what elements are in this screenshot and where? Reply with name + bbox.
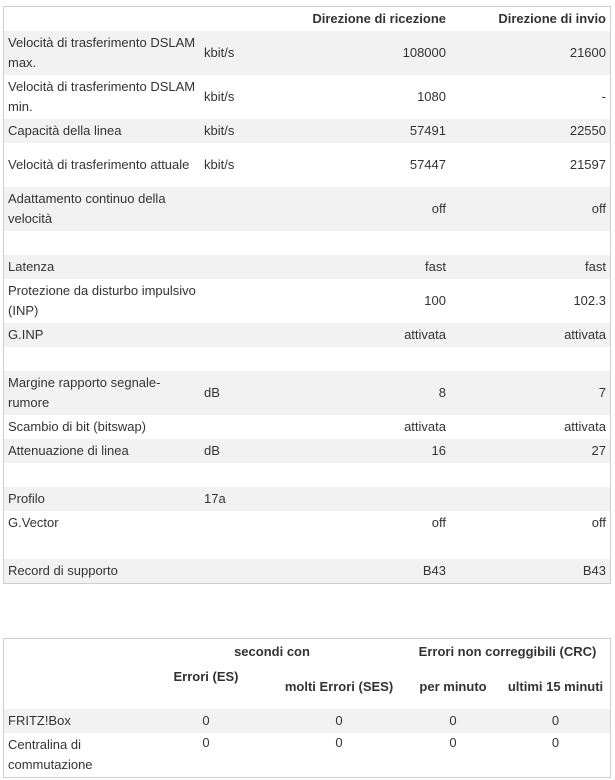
row-last15: 0 <box>551 713 560 728</box>
row-rx: B43 <box>422 563 446 578</box>
error-table <box>4 639 610 777</box>
row-unit: dB <box>204 443 220 458</box>
row-per-minute: 0 <box>449 735 457 750</box>
group-seconds-header: secondi con <box>234 644 310 659</box>
row-unit: kbit/s <box>204 45 235 60</box>
row-label: Profilo <box>8 491 45 506</box>
row-rx: off <box>431 515 446 530</box>
header-tx: Direzione di invio <box>498 11 606 26</box>
table-row <box>4 187 610 231</box>
row-rx: 108000 <box>402 45 446 60</box>
row-tx: fast <box>585 259 606 274</box>
col-ses-header: molti Errori (SES) <box>284 679 394 694</box>
row-rx <box>300 487 450 511</box>
row-tx: 102.3 <box>573 293 606 308</box>
table-row <box>4 511 610 535</box>
table-row <box>4 279 610 323</box>
row-label: Velocità di trasferimento DSLAM min. <box>8 79 196 114</box>
row-es: 0 <box>202 735 210 750</box>
row-tx: - <box>601 89 606 104</box>
group-crc-header: Errori non correggibili (CRC) <box>418 644 597 659</box>
row-unit <box>200 415 300 439</box>
row-unit <box>200 255 300 279</box>
col-es-header: Errori (ES) <box>173 669 239 684</box>
table-row <box>4 487 610 511</box>
row-tx <box>450 487 610 511</box>
row-label: Velocità di trasferimento DSLAM max. <box>8 35 196 70</box>
row-unit: kbit/s <box>204 157 235 172</box>
row-rx: 16 <box>431 443 446 458</box>
row-unit: dB <box>204 385 220 400</box>
row-rx: 8 <box>438 385 446 400</box>
row-unit: kbit/s <box>204 123 235 138</box>
col-last15-header: ultimi 15 minuti <box>507 679 604 694</box>
row-unit <box>200 323 300 347</box>
row-rx: fast <box>425 259 446 274</box>
table-row <box>4 559 610 583</box>
table-row <box>4 119 610 143</box>
row-label: Protezione da disturbo impulsivo (INP) <box>8 283 196 318</box>
row-unit: kbit/s <box>204 89 235 104</box>
row-tx: 22550 <box>569 123 606 138</box>
row-rx: attivata <box>404 419 446 434</box>
row-label: G.INP <box>8 327 44 342</box>
table-row <box>4 415 610 439</box>
row-tx: off <box>591 201 606 216</box>
row-label: Attenuazione di linea <box>8 443 129 458</box>
table-row <box>4 255 610 279</box>
row-per-minute: 0 <box>449 713 457 728</box>
row-rx: 57491 <box>409 123 446 138</box>
table-row <box>4 709 610 733</box>
row-tx: 7 <box>598 385 606 400</box>
row-es: 0 <box>202 713 210 728</box>
column-header-row <box>4 665 610 709</box>
row-unit <box>200 187 300 231</box>
row-tx: B43 <box>582 563 606 578</box>
row-label: Centralina di commutazione <box>8 737 93 772</box>
row-ses: 0 <box>335 713 343 728</box>
row-label: Velocità di trasferimento attuale <box>8 157 190 172</box>
spacer-row <box>4 535 610 559</box>
row-ses: 0 <box>335 735 343 750</box>
row-label: Adattamento continuo della velocità <box>8 191 166 226</box>
table-header-row <box>4 7 610 31</box>
row-last15: 0 <box>551 735 560 750</box>
header-unit-cell <box>200 7 300 31</box>
group-header-row <box>4 639 610 665</box>
row-label: Latenza <box>8 259 55 274</box>
dsl-line-table <box>4 7 610 583</box>
row-rx: off <box>431 201 446 216</box>
row-rx: attivata <box>404 327 446 342</box>
row-label: Margine rapporto segnale-rumore <box>8 375 161 410</box>
table-row <box>4 323 610 347</box>
col-per-minute-header: per minuto <box>419 679 487 694</box>
row-label: Scambio di bit (bitswap) <box>8 419 146 434</box>
row-label: G.Vector <box>8 515 59 530</box>
row-rx: 1080 <box>417 89 446 104</box>
row-label: Capacità della linea <box>8 123 122 138</box>
row-tx: 21600 <box>569 45 606 60</box>
table-row <box>4 31 610 75</box>
row-unit <box>200 279 300 323</box>
spacer-row <box>4 463 610 487</box>
table-row <box>4 733 610 777</box>
table-row <box>4 143 610 187</box>
row-rx: 57447 <box>409 157 446 172</box>
error-statistics-panel <box>3 638 611 778</box>
table-row <box>4 439 610 463</box>
row-tx: off <box>591 515 606 530</box>
row-label: Record di supporto <box>8 563 118 578</box>
header-label-cell <box>4 7 200 31</box>
row-unit <box>200 559 300 583</box>
table-row <box>4 75 610 119</box>
row-label: FRITZ!Box <box>8 713 71 728</box>
row-tx: attivata <box>564 327 606 342</box>
table-row <box>4 371 610 415</box>
row-unit <box>200 511 300 535</box>
header-rx: Direzione di ricezione <box>312 11 446 26</box>
row-rx: 100 <box>424 293 446 308</box>
spacer-row <box>4 231 610 255</box>
row-tx: 27 <box>591 443 606 458</box>
dsl-line-info-panel <box>3 6 611 584</box>
row-tx: 21597 <box>569 157 606 172</box>
row-tx: attivata <box>564 419 606 434</box>
spacer-row <box>4 347 610 371</box>
row-unit: 17a <box>204 491 226 506</box>
